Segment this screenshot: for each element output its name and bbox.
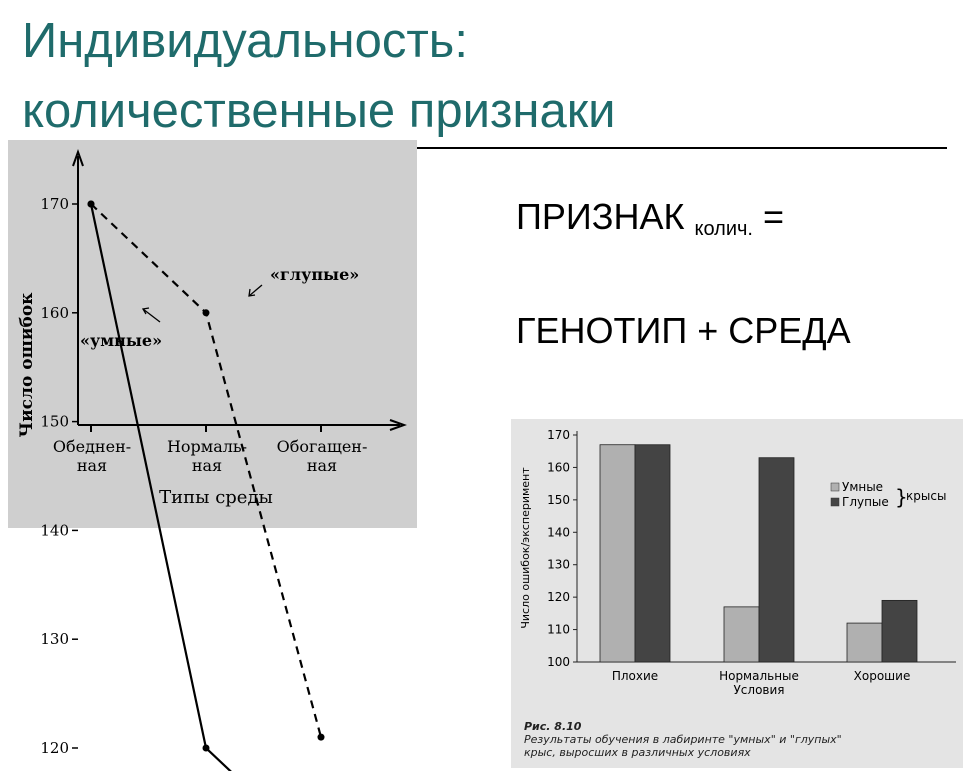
- line-chart-axes: [73, 152, 404, 432]
- legend-label-smart: Умные: [842, 480, 884, 494]
- line-chart-x-labels: [53, 437, 368, 475]
- title-divider: [417, 147, 947, 149]
- formula-subscript: колич.: [694, 218, 753, 240]
- formula-line-2: ГЕНОТИП + СРЕДА: [516, 310, 851, 351]
- line-chart-x-axis-label: Типы среды: [159, 487, 273, 508]
- data-point-1-1: [203, 309, 210, 316]
- x-tick-label-2-1: ная: [306, 456, 338, 475]
- formula-equals: =: [753, 196, 785, 237]
- formula-trait: ПРИЗНАК: [516, 196, 685, 237]
- legend-swatch-stupid: [831, 498, 839, 506]
- caption-line-1: Результаты обучения в лабиринте "умных" и "глупых": [524, 733, 842, 746]
- caption-line-2: крыс, выросших в различных условиях: [524, 746, 751, 759]
- legend-brace: }: [895, 485, 908, 509]
- bar-chart: [511, 419, 963, 719]
- y-tick-label-160: 160: [40, 303, 69, 322]
- series-pointer-arrows: [143, 285, 262, 322]
- legend-label-stupid: Глупые: [842, 495, 889, 509]
- bar-smart-1: [724, 607, 759, 662]
- y-tick-label-170: 170: [40, 195, 69, 213]
- line-chart-series: [88, 201, 325, 771]
- bar-y-tick-label-160: 160: [547, 460, 570, 475]
- bar-stupid-2: [882, 600, 917, 662]
- series-label-stupid: «глупые»: [270, 265, 360, 284]
- bar-y-tick-label-130: 130: [547, 557, 570, 572]
- bar-stupid-0: [635, 445, 670, 662]
- bar-chart-bars: [600, 445, 917, 662]
- bar-y-tick-label-120: 120: [547, 590, 570, 605]
- caption-title: Рис. 8.10: [524, 720, 582, 733]
- bar-y-tick-label-170: 170: [547, 428, 570, 442]
- y-tick-label-120: 120: [40, 739, 69, 757]
- bar-x-label-2-0: Хорошие: [853, 669, 911, 683]
- y-tick-label-130: 130: [40, 630, 69, 649]
- slide-title: [22, 6, 922, 146]
- figure-caption: [524, 720, 954, 759]
- data-point-1-0: [88, 201, 95, 208]
- bar-y-tick-label-140: 140: [547, 525, 570, 540]
- bar-x-label-1-0: Нормальные: [719, 669, 799, 683]
- bar-chart-panel: [511, 419, 963, 768]
- x-tick-label-2-0: Обогащен-: [276, 437, 368, 456]
- title-line-1: Индивидуальность:: [22, 14, 468, 68]
- line-chart-y-axis-label: Число ошибок: [17, 292, 37, 438]
- bar-stupid-1: [759, 458, 794, 662]
- x-tick-label-1-1: ная: [191, 456, 223, 475]
- series-label-smart: «умные»: [80, 331, 163, 350]
- x-tick-label-1-0: Нормаль-: [166, 437, 248, 456]
- line-chart: [8, 140, 417, 757]
- bar-chart-x-labels: [612, 669, 911, 697]
- title-line-2: количественные признаки: [22, 84, 616, 138]
- bar-x-label-1-1: Условия: [733, 683, 785, 697]
- bar-smart-0: [600, 445, 635, 662]
- bar-chart-legend: [831, 480, 946, 509]
- bar-x-label-0-0: Плохие: [611, 669, 659, 683]
- data-point-1-2: [318, 734, 325, 741]
- y-tick-label-140: 140: [40, 521, 69, 540]
- line-chart-y-ticks: [40, 195, 78, 771]
- legend-swatch-smart: [831, 483, 839, 491]
- legend-group-label: крысы: [906, 489, 947, 503]
- bar-y-tick-label-100: 100: [547, 655, 570, 669]
- formula-line-1: [516, 196, 784, 241]
- line-chart-panel: [8, 140, 417, 757]
- y-tick-label-150: 150: [40, 412, 69, 431]
- x-tick-label-0-0: Обеднен-: [52, 437, 132, 456]
- bar-chart-y-axis-label: Число ошибок/эксперимент: [519, 467, 532, 629]
- data-point-0-1: [203, 745, 210, 752]
- bar-smart-2: [847, 623, 882, 662]
- bar-y-tick-label-150: 150: [547, 492, 570, 507]
- x-tick-label-0-1: ная: [76, 456, 108, 475]
- bar-y-tick-label-110: 110: [547, 622, 570, 637]
